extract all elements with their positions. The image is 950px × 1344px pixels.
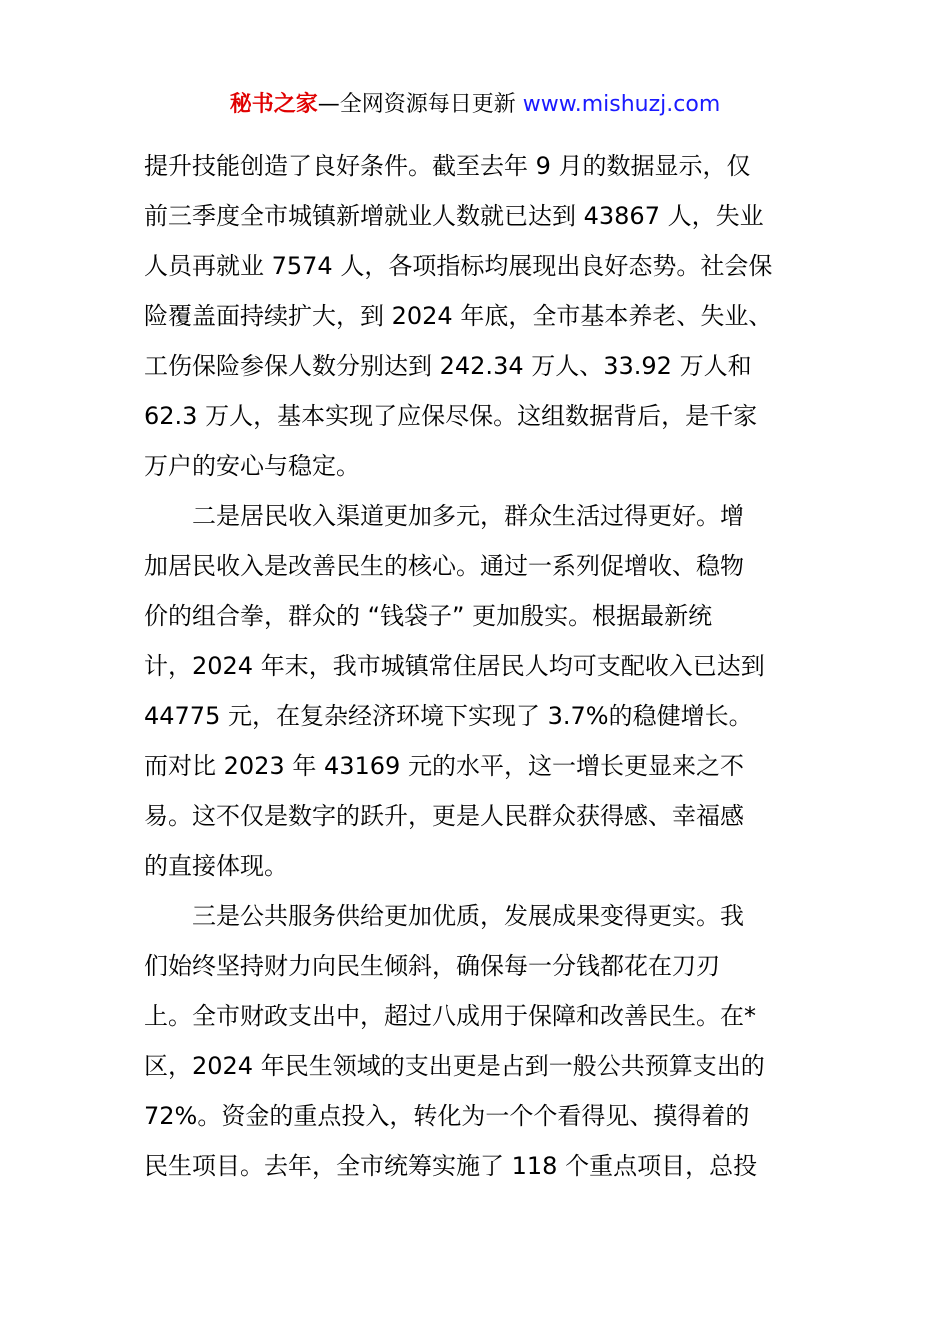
text-line: 计，2024 年末，我市城镇常住居民人均可支配收入已达到 bbox=[144, 652, 765, 680]
page-header bbox=[0, 88, 950, 122]
text-line: 加居民收入是改善民生的核心。通过一系列促增收、稳物 bbox=[144, 552, 744, 580]
paragraph-first-line: 三是公共服务供给更加优质，发展成果变得更实。我 bbox=[192, 902, 744, 930]
text-line: 的直接体现。 bbox=[144, 852, 288, 880]
text-line: 民生项目。去年，全市统筹实施了 118 个重点项目，总投 bbox=[144, 1152, 758, 1180]
text-line: 人员再就业 7574 人，各项指标均展现出良好态势。社会保 bbox=[144, 252, 773, 280]
header-tagline: —全网资源每日更新 bbox=[317, 92, 516, 117]
text-line: 72%。资金的重点投入，转化为一个个看得见、摸得着的 bbox=[144, 1102, 750, 1130]
site-url-link[interactable]: www.mishuzj.com bbox=[522, 92, 721, 117]
text-line: 而对比 2023 年 43169 元的水平，这一增长更显来之不 bbox=[144, 752, 744, 780]
document-body bbox=[144, 143, 814, 1193]
text-line: 前三季度全市城镇新增就业人数就已达到 43867 人，失业 bbox=[144, 202, 764, 230]
text-line: 万户的安心与稳定。 bbox=[144, 452, 360, 480]
text-line: 易。这不仅是数字的跃升，更是人民群众获得感、幸福感 bbox=[144, 802, 744, 830]
paragraph-first-line: 二是居民收入渠道更加多元，群众生活过得更好。增 bbox=[192, 502, 744, 530]
text-line: 62.3 万人，基本实现了应保尽保。这组数据背后，是千家 bbox=[144, 402, 758, 430]
text-line: 险覆盖面持续扩大，到 2024 年底，全市基本养老、失业、 bbox=[144, 302, 773, 330]
text-line: 们始终坚持财力向民生倾斜，确保每一分钱都花在刀刃 bbox=[144, 952, 720, 980]
text-line: 上。全市财政支出中，超过八成用于保障和改善民生。在* bbox=[144, 1002, 756, 1030]
text-line: 价的组合拳，群众的 “钱袋子” 更加殷实。根据最新统 bbox=[144, 602, 713, 630]
text-line: 提升技能创造了良好条件。截至去年 9 月的数据显示，仅 bbox=[144, 152, 751, 180]
text-line: 工伤保险参保人数分别达到 242.34 万人、33.92 万人和 bbox=[144, 352, 752, 380]
text-line: 44775 元，在复杂经济环境下实现了 3.7%的稳健增长。 bbox=[144, 702, 753, 730]
text-line: 区，2024 年民生领域的支出更是占到一般公共预算支出的 bbox=[144, 1052, 765, 1080]
brand-name: 秘书之家 bbox=[229, 92, 318, 117]
